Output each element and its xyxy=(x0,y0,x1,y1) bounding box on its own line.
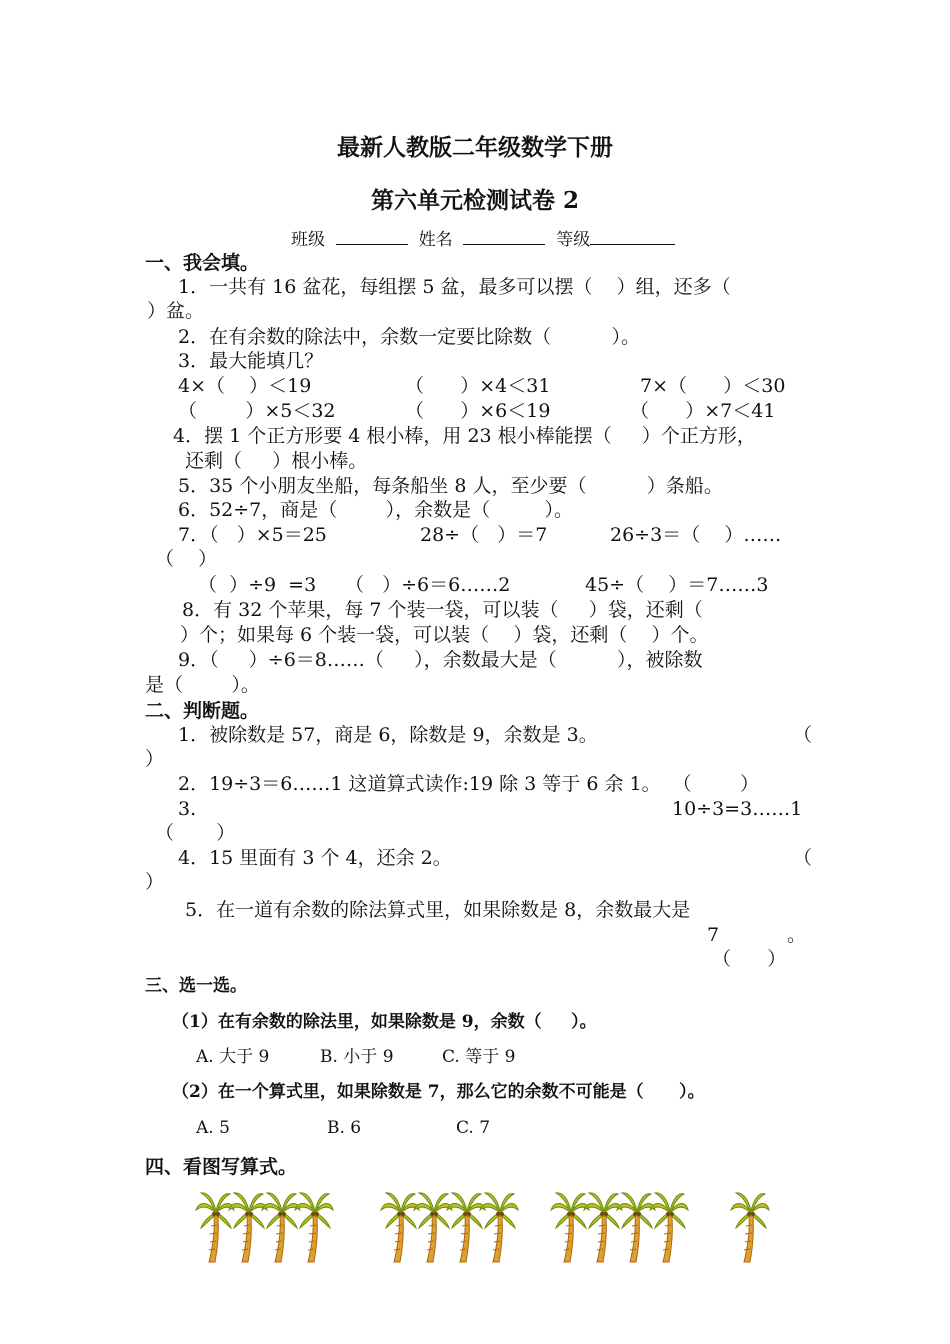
s2-paren: ） xyxy=(145,748,165,770)
s2-line: 4．15 里面有 3 个 4，还余 2。 xyxy=(178,847,452,869)
s1-line: 28÷（ ）＝7 xyxy=(420,524,548,546)
s1-line: （ ）×6＜19 xyxy=(405,400,551,422)
s2-paren: （ ） xyxy=(712,948,787,970)
s2-line: 3. xyxy=(178,798,197,820)
grade-blank[interactable] xyxy=(590,226,675,245)
s2-paren: （ ） xyxy=(155,822,236,844)
s3-q1-option-c[interactable]: C. 等于 9 xyxy=(442,1047,516,1067)
s1-line: 4×（ ）＜19 xyxy=(178,375,312,397)
s1-line: 8．有 32 个苹果，每 7 个装一袋，可以装（ ）袋，还剩（ xyxy=(182,599,703,621)
s2-line: 5．在一道有余数的除法算式里，如果除数是 8，余数最大是 xyxy=(185,899,691,921)
s1-line: （ ）×4＜31 xyxy=(405,375,551,397)
s3-q2-option-a[interactable]: A. 5 xyxy=(196,1118,230,1138)
s3-question-2: （2）在一个算式里，如果除数是 7，那么它的余数不可能是（ ）。 xyxy=(172,1082,705,1102)
s2-line: 2．19÷3＝6……1 这道算式读作:19 除 3 等于 6 余 1。 （ ） xyxy=(178,773,759,795)
s1-line: ）盆。 xyxy=(147,300,205,322)
s1-line: （ ）÷9 =3 xyxy=(198,574,317,596)
s1-line: （ ） xyxy=(155,548,218,570)
class-blank[interactable] xyxy=(336,226,408,245)
s3-q1-option-a[interactable]: A. 大于 9 xyxy=(196,1047,270,1067)
s1-line: 3．最大能填几？ xyxy=(178,350,324,372)
s1-line: （ ）×5＜32 xyxy=(178,400,336,422)
s3-q2-option-c[interactable]: C. 7 xyxy=(456,1118,491,1138)
s1-line: 6．52÷7，商是（ ），余数是（ ）。 xyxy=(178,499,573,521)
s3-question-1: （1）在有余数的除法里，如果除数是 9，余数（ ）。 xyxy=(172,1012,597,1032)
grade-label: 等级 xyxy=(556,230,591,250)
palm-tree-icon xyxy=(730,1186,770,1264)
page-subtitle: 第六单元检测试卷 2 xyxy=(370,187,579,214)
s2-line: 10÷3=3……1 xyxy=(672,798,803,820)
s1-line: 45÷（ ）＝7……3 xyxy=(585,574,769,596)
s1-line: 26÷3＝（ ）…… xyxy=(610,524,782,546)
palm-tree-icon xyxy=(649,1186,689,1264)
s1-line: 是（ ）。 xyxy=(145,674,260,696)
s2-line: 7 xyxy=(707,924,720,946)
s2-line: 。 xyxy=(787,924,807,946)
s1-line: 7．（ ）×5＝25 xyxy=(178,524,327,546)
s2-paren: ） xyxy=(145,871,165,893)
name-label: 姓名 xyxy=(418,230,453,250)
s1-line: （ ）÷6＝6……2 xyxy=(345,574,511,596)
s1-line: 7×（ ）＜30 xyxy=(640,375,786,397)
palm-tree-icon xyxy=(294,1186,334,1264)
class-label: 班级 xyxy=(291,230,325,250)
palm-tree-icon xyxy=(479,1186,519,1264)
s1-line: （ ）×7＜41 xyxy=(630,400,776,422)
s3-q1-option-b[interactable]: B. 小于 9 xyxy=(320,1047,394,1067)
name-blank[interactable] xyxy=(463,226,545,245)
student-info-line xyxy=(291,226,675,252)
s1-line: ）个；如果每 6 个装一袋，可以装（ ）袋，还剩（ ）个。 xyxy=(180,624,709,646)
section1-heading: 一、我会填。 xyxy=(145,252,260,274)
s1-line: 1．一共有 16 盆花，每组摆 5 盆，最多可以摆（ ）组，还多（ xyxy=(178,276,731,298)
s1-line: 还剩（ ）根小棒。 xyxy=(185,450,368,472)
s1-line: 4．摆 1 个正方形要 4 根小棒，用 23 根小棒能摆（ ）个正方形， xyxy=(173,425,756,447)
s1-line: 9．（ ）÷6＝8……（ ），余数最大是（ ），被除数 xyxy=(178,649,703,671)
section2-heading: 二、判断题。 xyxy=(145,700,260,722)
s2-paren: （ xyxy=(793,724,813,746)
s1-line: 2．在有余数的除法中，余数一定要比除数（ ）。 xyxy=(178,326,640,348)
s2-paren: （ xyxy=(793,847,813,869)
section3-heading: 三、选一选。 xyxy=(145,976,247,996)
s2-line: 1．被除数是 57，商是 6，除数是 9，余数是 3。 xyxy=(178,724,598,746)
s3-q2-option-b[interactable]: B. 6 xyxy=(327,1118,362,1138)
palm-tree-picture xyxy=(195,1186,785,1266)
section4-heading: 四、看图写算式。 xyxy=(145,1156,298,1178)
page-title: 最新人教版二年级数学下册 xyxy=(337,134,613,161)
s1-line: 5．35 个小朋友坐船，每条船坐 8 人，至少要（ ）条船。 xyxy=(178,475,723,497)
